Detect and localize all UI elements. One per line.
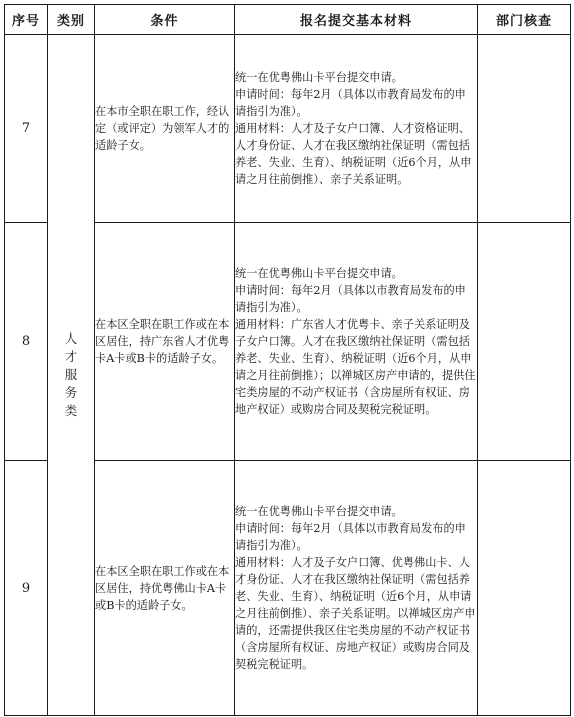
- materials-line: 申请时间：每年2月（具体以市教育局发布的申请指引为准）。: [235, 284, 466, 314]
- header-dept-review: 部门核查: [478, 5, 571, 35]
- category-cell: [48, 35, 95, 716]
- row-materials: [235, 223, 478, 461]
- row-dept-review: [478, 223, 571, 461]
- header-condition: 条件: [95, 5, 235, 35]
- row-materials: [235, 461, 478, 716]
- materials-line: 通用材料：人才及子女户口簿、优粤佛山卡、人才身份证、人才在我区缴纳社保证明（需包括养老、失业、生育）、纳税证明（近6个月，从申请之月往前倒推）、亲子关系证明。以禅城区房产申请的，还需提供我区住宅类房屋的不动产权证书（含房屋所有权证、房地产权证）或购房合同及契税完税证明。: [235, 556, 476, 671]
- row-condition: 在本市全职在职工作，经认定（或评定）为领军人才的适龄子女。: [95, 35, 235, 223]
- materials-line: 申请时间：每年2月（具体以市教育局发布的申请指引为准）。: [235, 522, 466, 552]
- materials-table: [4, 4, 571, 716]
- row-condition: 在本区全职在职工作或在本区居住，持广东省人才优粤卡A卡或B卡的适龄子女。: [95, 223, 235, 461]
- row-seq: 7: [5, 35, 48, 223]
- row-dept-review: [478, 35, 571, 223]
- row-materials: [235, 35, 478, 223]
- row-seq: 8: [5, 223, 48, 461]
- materials-line: 统一在优粤佛山卡平台提交申请。: [235, 505, 403, 518]
- row-seq: 9: [5, 461, 48, 716]
- materials-line: 通用材料：广东省人才优粤卡、亲子关系证明及子女户口簿。人才在我区缴纳社保证明（需包括养老、失业、生育）、纳税证明（近6个月，从申请之月往前倒推）；以禅城区房产申请的，提供住宅类房屋的不动产权证书（含房屋所有权证、房地产权证）或购房合同及契税完税证明。: [235, 318, 476, 416]
- materials-line: 通用材料：人才及子女户口簿、人才资格证明、人才身份证、人才在我区缴纳社保证明（需包括养老、失业、生育）、纳税证明（近6个月，从申请之月往前倒推）、亲子关系证明。: [235, 122, 472, 186]
- materials-line: 申请时间：每年2月（具体以市教育局发布的申请指引为准）。: [235, 88, 466, 118]
- header-row: [5, 5, 571, 35]
- header-category: 类别: [48, 5, 95, 35]
- row-dept-review: [478, 461, 571, 716]
- materials-line: 统一在优粤佛山卡平台提交申请。: [235, 71, 403, 84]
- table-row: [5, 35, 571, 223]
- row-condition: 在本区全职在职工作或在本区居住，持优粤佛山卡A卡或B卡的适龄子女。: [95, 461, 235, 716]
- header-materials: 报名提交基本材料: [235, 5, 478, 35]
- materials-line: 统一在优粤佛山卡平台提交申请。: [235, 267, 403, 280]
- category-label: 人才服务类: [64, 331, 78, 418]
- header-seq: 序号: [5, 5, 48, 35]
